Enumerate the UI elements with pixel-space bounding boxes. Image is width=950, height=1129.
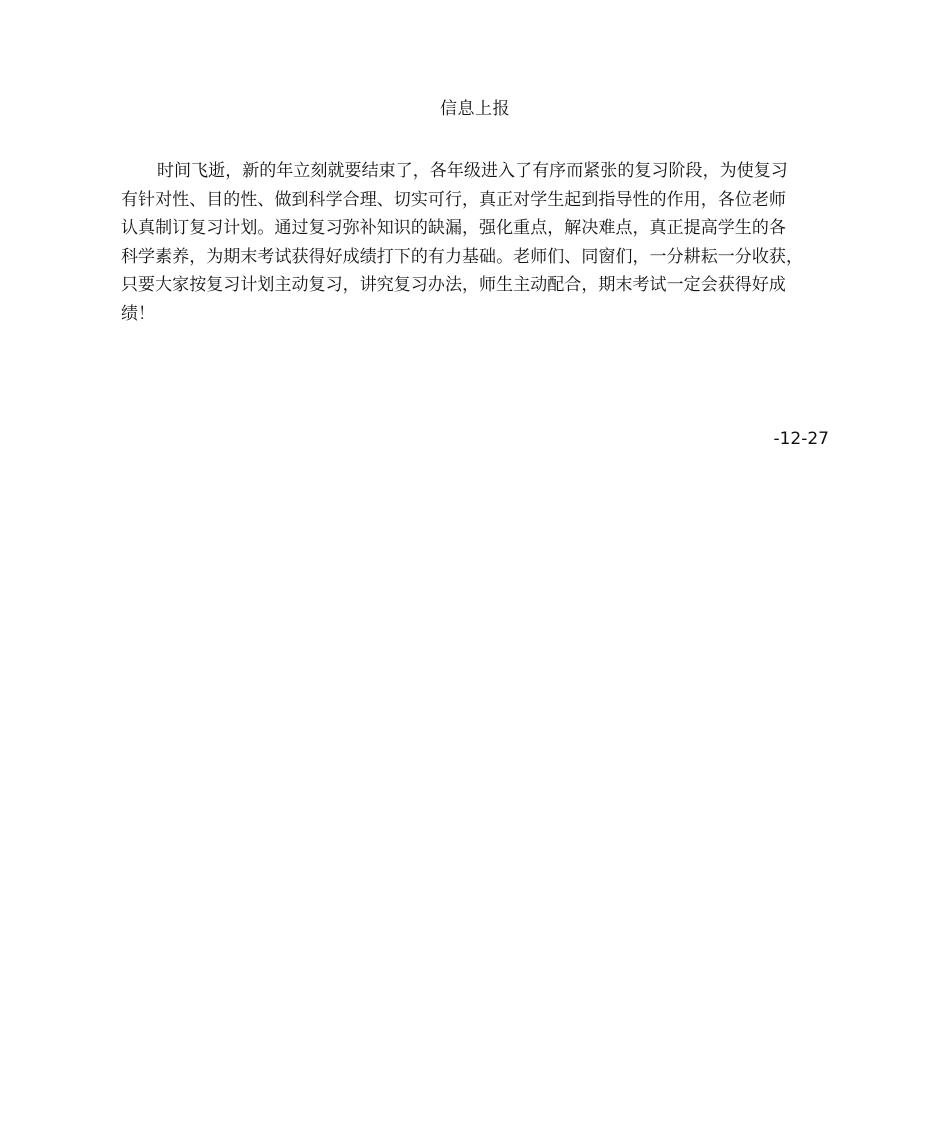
body-line-2: 有针对性、目的性、做到科学合理、切实可行，真正对学生起到指导性的作用，各位老师	[121, 189, 786, 210]
body-line-4: 科学素养，为期末考试获得好成绩打下的有力基础。老师们、同窗们，一分耕耘一分收获，	[121, 246, 803, 267]
body-line-1: 时间飞逝，新的年立刻就要结束了，各年级进入了有序而紧张的复习阶段，为使复习	[157, 161, 788, 181]
document-title: 信息上报	[440, 99, 510, 119]
body-line-3: 认真制订复习计划。通过复习弥补知识的缺漏，强化重点，解决难点，真正提高学生的各	[121, 218, 786, 239]
document-body	[121, 157, 833, 329]
document-date: -12-27	[773, 429, 829, 449]
body-line-6: 绩！	[121, 303, 156, 324]
body-line-5: 只要大家按复习计划主动复习，讲究复习办法，师生主动配合，期末考试一定会获得好成	[121, 275, 786, 296]
